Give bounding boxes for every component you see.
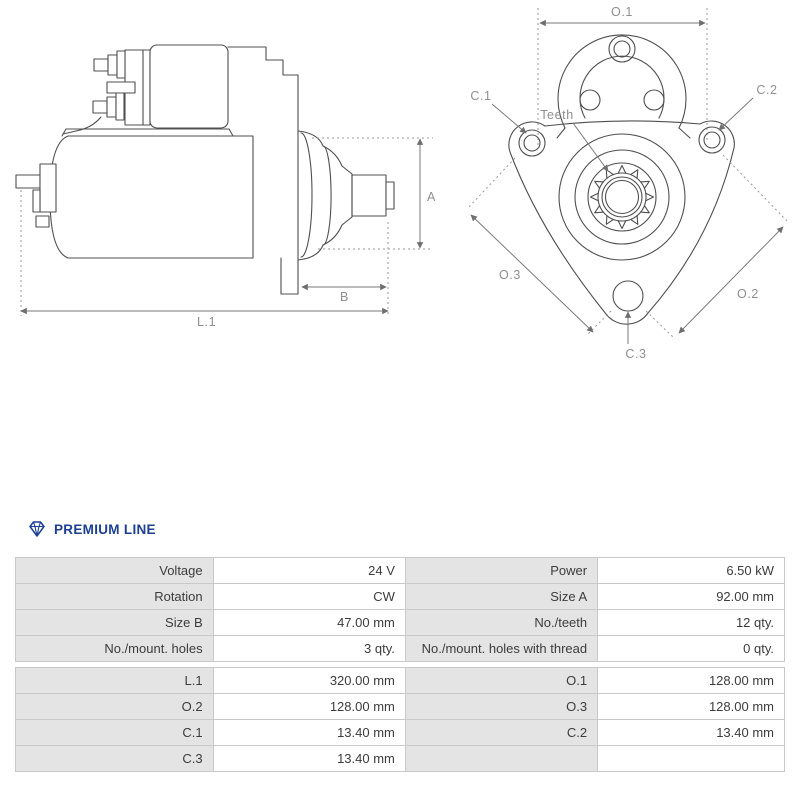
motor-front-view <box>467 5 787 361</box>
spec-value: 13.40 mm <box>213 720 405 746</box>
spec-value: 128.00 mm <box>598 668 785 694</box>
spec-value: 12 qty. <box>598 610 785 636</box>
dimension-label-c2: C.2 <box>756 83 778 97</box>
spec-label: No./mount. holes <box>16 636 214 662</box>
spec-value: CW <box>213 584 405 610</box>
table-row <box>16 610 785 636</box>
motor-body <box>50 136 253 258</box>
dimension-label-b: B <box>340 290 349 304</box>
dimension-label-o2: O.2 <box>737 287 759 301</box>
table-row <box>16 558 785 584</box>
dimension-label-a: A <box>427 190 436 204</box>
spec-table <box>15 557 785 772</box>
spec-value: 13.40 mm <box>213 746 405 772</box>
spec-value: 128.00 mm <box>598 694 785 720</box>
motor-yoke-band <box>62 129 233 136</box>
spec-label: Size A <box>405 584 597 610</box>
dimension-label-o3: O.3 <box>499 268 521 282</box>
table-row <box>16 746 785 772</box>
drive-end-bell <box>298 131 352 260</box>
spec-table-top <box>15 557 785 662</box>
spec-label: L.1 <box>16 668 214 694</box>
spec-value <box>598 746 785 772</box>
dimension-label-c1: C.1 <box>470 89 492 103</box>
spec-label: Voltage <box>16 558 214 584</box>
spec-label: Rotation <box>16 584 214 610</box>
drive-end-bracket <box>228 47 298 294</box>
spec-label <box>405 746 597 772</box>
spec-table-bottom <box>15 667 785 772</box>
spec-label: C.2 <box>405 720 597 746</box>
mount-hole-c3 <box>613 281 643 311</box>
pinion-gear-face <box>559 134 685 260</box>
table-row <box>16 720 785 746</box>
table-row <box>16 584 785 610</box>
solenoid-cylinder <box>150 45 228 128</box>
spec-label: No./teeth <box>405 610 597 636</box>
gear-teeth <box>591 166 654 229</box>
spec-value: 92.00 mm <box>598 584 785 610</box>
spec-label: O.2 <box>16 694 214 720</box>
dimension-label-c3: C.3 <box>625 347 647 361</box>
spec-value: 6.50 kW <box>598 558 785 584</box>
diamond-icon <box>27 520 47 538</box>
motor-side-view <box>16 45 436 329</box>
spec-label: No./mount. holes with thread <box>405 636 597 662</box>
spec-value: 13.40 mm <box>598 720 785 746</box>
spec-value: 128.00 mm <box>213 694 405 720</box>
table-row <box>16 636 785 662</box>
teeth-label: Teeth <box>540 108 574 122</box>
table-row <box>16 694 785 720</box>
spec-value: 24 V <box>213 558 405 584</box>
pinion-spline <box>352 175 386 216</box>
mounting-flange <box>509 121 734 324</box>
spec-label: O.1 <box>405 668 597 694</box>
spec-label: O.3 <box>405 694 597 720</box>
mount-hole-c2 <box>699 127 725 153</box>
spec-label: Power <box>405 558 597 584</box>
spec-value: 3 qty. <box>213 636 405 662</box>
shaft-end <box>386 182 394 209</box>
product-line-header <box>27 520 156 538</box>
spec-label: Size B <box>16 610 214 636</box>
dim-line-o2 <box>679 227 783 333</box>
dim-line-o3 <box>471 215 593 332</box>
spec-value: 47.00 mm <box>213 610 405 636</box>
product-line-label: PREMIUM LINE <box>54 521 156 537</box>
dimension-label-l1: L.1 <box>197 315 217 329</box>
table-row <box>16 668 785 694</box>
dimension-label-o1: O.1 <box>611 5 633 19</box>
mount-hole-c1 <box>519 130 545 156</box>
spec-label: C.1 <box>16 720 214 746</box>
spec-value: 0 qty. <box>598 636 785 662</box>
through-bolt <box>16 164 56 227</box>
spec-label: C.3 <box>16 746 214 772</box>
technical-drawing <box>0 0 800 380</box>
spec-value: 320.00 mm <box>213 668 405 694</box>
solenoid-wire <box>63 117 101 134</box>
